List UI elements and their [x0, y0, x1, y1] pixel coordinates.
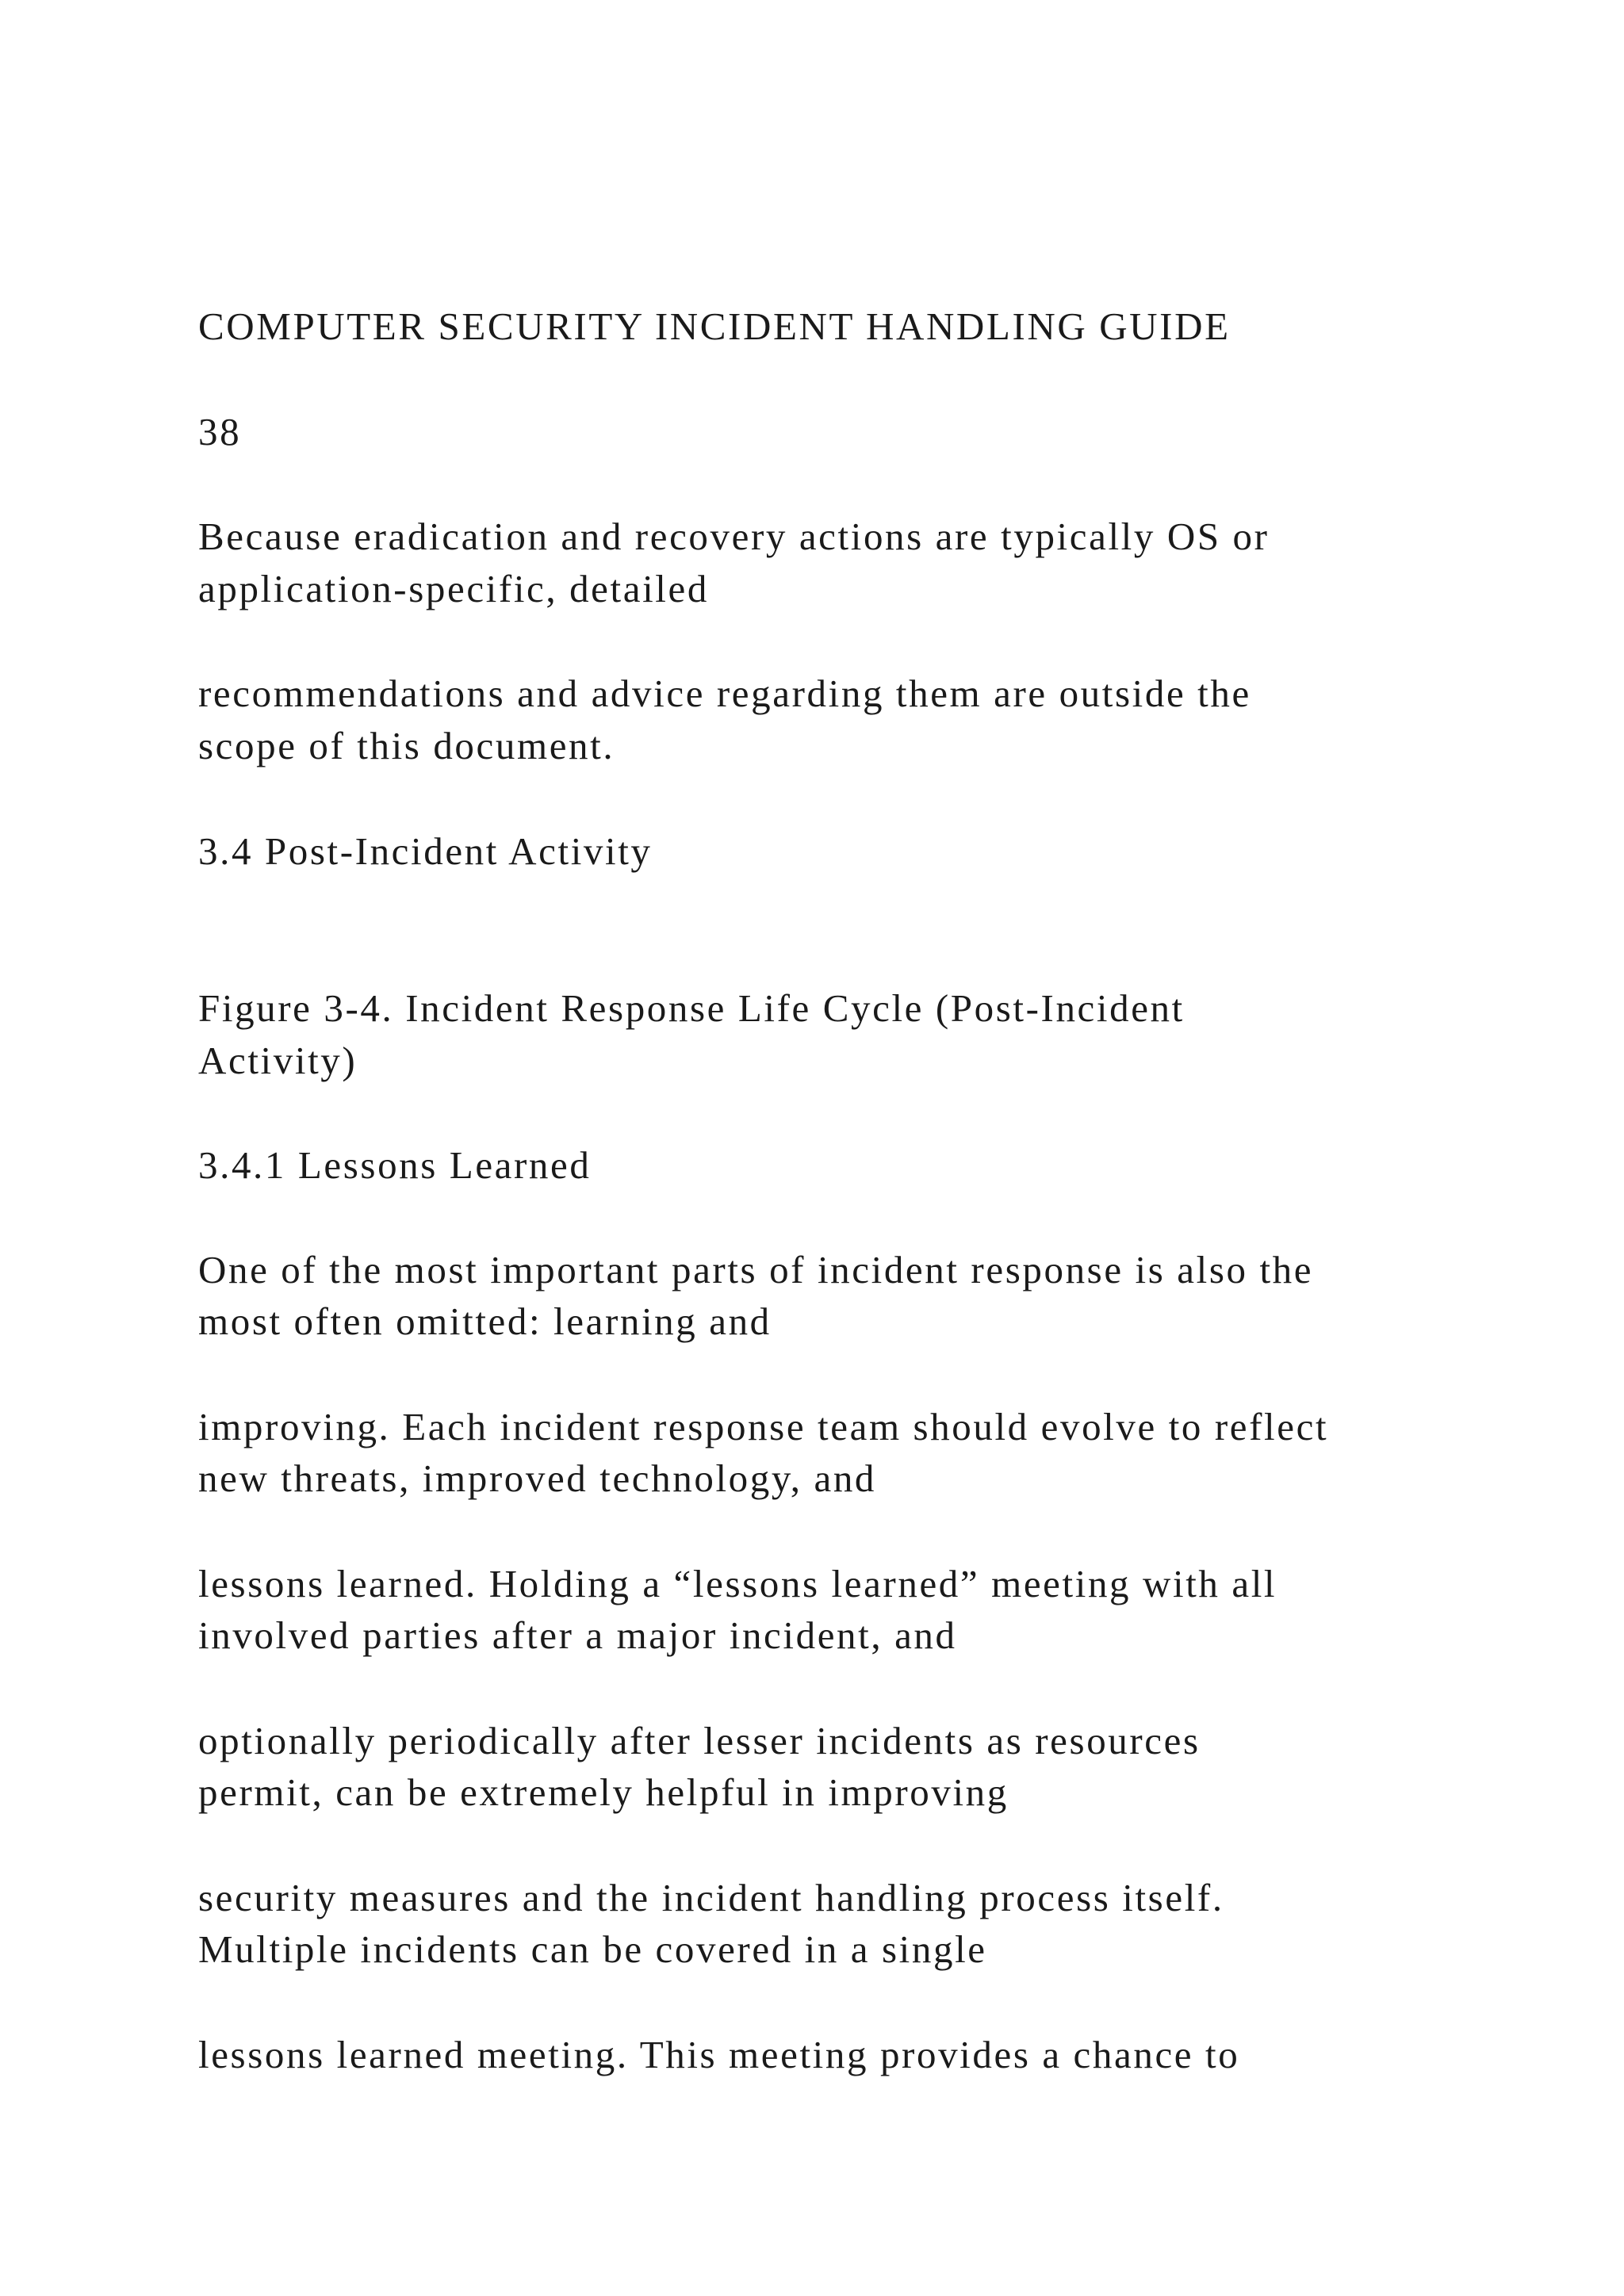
paragraph-5-line-1: lessons learned. Holding a “lessons learned” meeting with all — [198, 1562, 1277, 1605]
paragraph-7-line-2: Multiple incidents can be covered in a single — [198, 1927, 987, 1971]
paragraph-5-line-2: involved parties after a major incident, and — [198, 1613, 957, 1657]
subsection-heading: 3.4.1 Lessons Learned — [198, 1143, 592, 1187]
document-header: COMPUTER SECURITY INCIDENT HANDLING GUIDE — [198, 304, 1231, 348]
paragraph-4-line-1: improving. Each incident response team should evolve to reflect — [198, 1405, 1329, 1448]
paragraph-2-line-2: scope of this document. — [198, 724, 615, 767]
figure-caption-line-1: Figure 3-4. Incident Response Life Cycle (Post-Incident — [198, 986, 1185, 1030]
paragraph-6-line-1: optionally periodically after lesser incidents as resources — [198, 1719, 1201, 1762]
paragraph-1-line-2: application-specific, detailed — [198, 567, 709, 610]
paragraph-7-line-1: security measures and the incident handling process itself. — [198, 1876, 1224, 1919]
section-heading: 3.4 Post-Incident Activity — [198, 829, 653, 873]
paragraph-3-line-2: most often omitted: learning and — [198, 1299, 772, 1343]
page-number: 38 — [198, 410, 242, 453]
paragraph-1-line-1: Because eradication and recovery actions are typically OS or — [198, 515, 1270, 558]
paragraph-3-line-1: One of the most important parts of incident response is also the — [198, 1248, 1314, 1292]
paragraph-4-line-2: new threats, improved technology, and — [198, 1456, 877, 1500]
paragraph-6-line-2: permit, can be extremely helpful in improving — [198, 1770, 1009, 1814]
figure-caption-line-2: Activity) — [198, 1039, 358, 1082]
paragraph-2-line-1: recommendations and advice regarding them are outside the — [198, 672, 1251, 715]
paragraph-8-line-1: lessons learned meeting. This meeting provides a chance to — [198, 2033, 1240, 2076]
